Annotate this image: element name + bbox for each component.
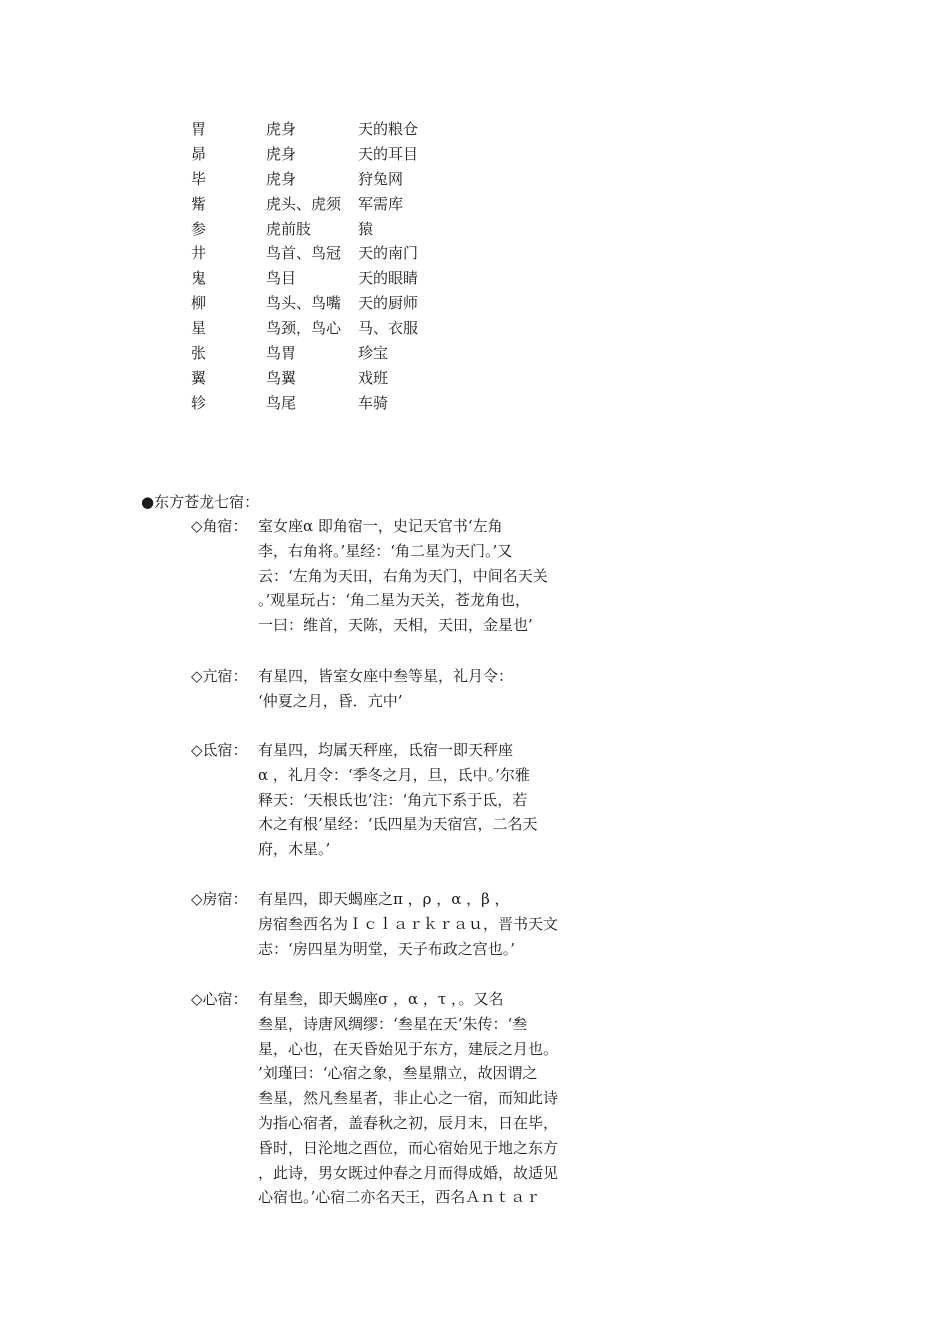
mansion-name: 鬼 bbox=[191, 269, 207, 288]
entry-term: ◇角宿： bbox=[191, 517, 248, 535]
mansion-name: 井 bbox=[191, 244, 207, 263]
mansion-name: 翼 bbox=[191, 368, 207, 387]
entry-term: ◇房宿： bbox=[191, 890, 248, 908]
mansion-name: 星 bbox=[191, 319, 207, 338]
meaning: 天的眼睛 bbox=[358, 269, 419, 288]
meaning: 马、衣服 bbox=[358, 319, 419, 338]
entry-line: ’刘瑾曰：‘心宿之象，叁星鼎立，故因谓之 bbox=[258, 1064, 538, 1083]
meaning: 狩兔网 bbox=[358, 169, 404, 188]
entry-line: 有星四，即天蝎座之π ，ρ ，α ，β ， bbox=[258, 890, 510, 908]
entry-line: 昏时，日沦地之酉位，而心宿始见于地之东方 bbox=[258, 1138, 559, 1157]
entry-line: 心宿也。’心宿二亦名天王，西名Ａｎｔａｒ bbox=[258, 1188, 541, 1207]
body-part: 鸟胃 bbox=[266, 344, 297, 363]
entry-term: ◇心宿： bbox=[191, 990, 248, 1008]
entry-body bbox=[258, 514, 603, 638]
entry-line: 一曰：维首，天陈，天相，天田，金星也’ bbox=[258, 616, 533, 635]
mansion-name: 张 bbox=[191, 344, 207, 363]
entry-line: 星，心也，在天昏始见于东方，建辰之月也。 bbox=[258, 1039, 559, 1058]
entry-line: 释天：‘天根氐也’注：‘角亢下系于氐，若 bbox=[258, 790, 528, 809]
entry-line: 志：‘房四星为明堂，天子布政之宫也。’ bbox=[258, 939, 516, 958]
mansion-name: 参 bbox=[191, 219, 207, 238]
body-part: 虎头、虎须 bbox=[266, 194, 342, 213]
entry-term: ◇亢宿： bbox=[191, 667, 248, 685]
body-part: 虎身 bbox=[266, 120, 297, 138]
body-part: 鸟颈，鸟心 bbox=[266, 319, 342, 338]
body-part: 鸟首、鸟冠 bbox=[266, 244, 342, 263]
entry-term: ◇氐宿： bbox=[191, 741, 248, 759]
entry-body bbox=[258, 738, 603, 862]
meaning: 珍宝 bbox=[358, 344, 389, 363]
meaning: 天的粮仓 bbox=[358, 120, 419, 138]
body-part: 虎前肢 bbox=[266, 219, 312, 238]
body-part: 虎身 bbox=[266, 144, 297, 163]
body-part: 鸟尾 bbox=[266, 393, 297, 412]
mansion-name: 毕 bbox=[191, 169, 207, 188]
body-part: 鸟头、鸟嘴 bbox=[266, 294, 342, 313]
entry-line: 李，右角将。’星经：‘角二星为天门。’又 bbox=[258, 541, 513, 560]
entry-line: 有星叁，即天蝎座σ ，α ，τ ，。又名 bbox=[258, 990, 504, 1008]
entry-line: 。’观星玩占：‘角二星为天关，苍龙角也， bbox=[258, 591, 531, 610]
entry-line: 木之有根’星经：‘氐四星为天宿宫，二名天 bbox=[258, 815, 538, 834]
meaning: 军需库 bbox=[358, 194, 404, 213]
entry-line: α ，礼月令：‘季冬之月，旦，氐中。’尔雅 bbox=[258, 765, 530, 784]
mansion-name: 觜 bbox=[191, 194, 207, 213]
body-part: 鸟翼 bbox=[266, 368, 297, 387]
entry-line: ，此诗，男女既过仲春之月而得成婚，故适见 bbox=[258, 1163, 559, 1182]
entry-body bbox=[258, 987, 603, 1210]
entry-body bbox=[258, 664, 603, 714]
meaning: 天的厨师 bbox=[358, 294, 419, 313]
entry-line: 叁星，诗唐风绸缪：‘叁星在天’朱传：‘叁 bbox=[258, 1014, 528, 1033]
entry-line: 室女座α 即角宿一，史记天官书‘左角 bbox=[258, 517, 503, 535]
entry-line: 为指心宿者，盖春秋之初，辰月末，日在毕， bbox=[258, 1113, 559, 1132]
section-title: ●东方苍龙七宿： bbox=[141, 493, 260, 511]
entry-line: 云：‘左角为天田，右角为天门，中间名天关 bbox=[258, 566, 548, 585]
entry-line: 有星四，均属天秤座，氐宿一即天秤座 bbox=[258, 741, 514, 759]
entry-body bbox=[258, 887, 603, 961]
meaning: 车骑 bbox=[358, 393, 389, 412]
body-part: 虎身 bbox=[266, 169, 297, 188]
entry-line: 叁星，然凡叁星者，非止心之一宿，而知此诗 bbox=[258, 1089, 559, 1108]
body-part: 鸟目 bbox=[266, 269, 297, 288]
entry-line: 房宿叁西名为Ｉｃｌａｒｋｒａｕ，晋书天文 bbox=[258, 914, 559, 933]
entry-line: ‘仲夏之月，昏．亢中’ bbox=[258, 691, 403, 710]
entry-line: 府，木星。’ bbox=[258, 840, 331, 859]
mansion-name: 轸 bbox=[191, 393, 207, 412]
mansion-name: 胃 bbox=[191, 120, 207, 138]
meaning: 戏班 bbox=[358, 368, 389, 387]
meaning: 天的耳目 bbox=[358, 144, 419, 163]
mansion-name: 昴 bbox=[191, 144, 207, 163]
entry-line: 有星四，皆室女座中叁等星，礼月令： bbox=[258, 667, 514, 685]
meaning: 猿 bbox=[358, 219, 374, 238]
meaning: 天的南门 bbox=[358, 244, 419, 263]
mansion-name: 柳 bbox=[191, 294, 207, 313]
